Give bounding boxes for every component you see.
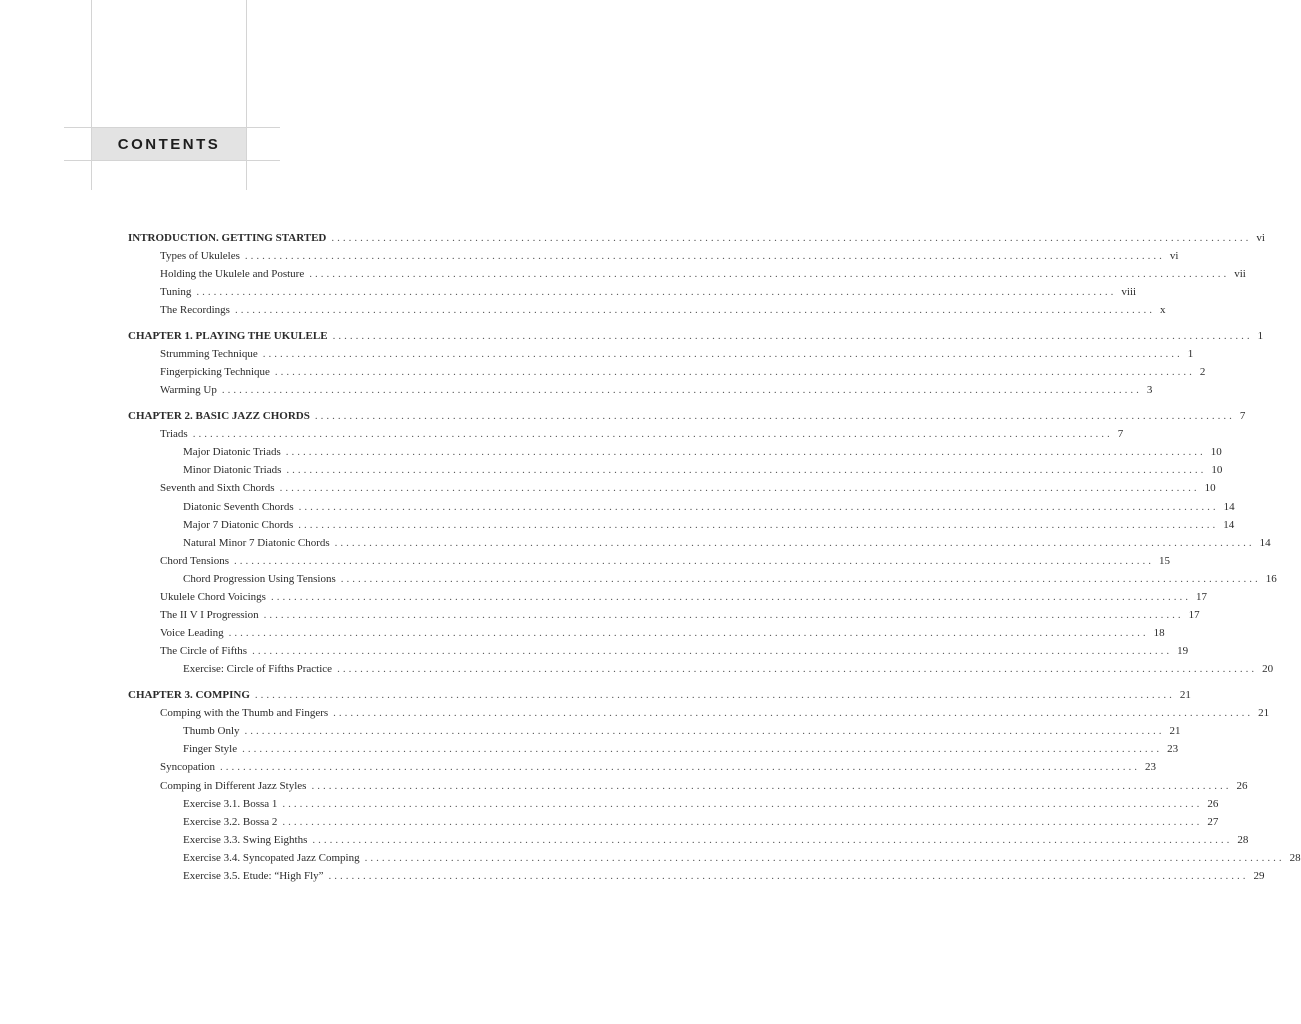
dot-leader: ................................................................................................................................................................ [282,797,1203,810]
toc-entry-title: Strumming Technique [160,348,258,361]
toc-page-number: 21 [1179,689,1191,702]
toc-entry-title: CHAPTER 1. PLAYING THE UKULELE [128,330,328,343]
toc-entry-title: Holding the Ukulele and Posture [160,268,305,281]
dot-leader: ................................................................................................................................................................ [234,304,1155,317]
toc-entry-title: Major 7 Diatonic Chords [183,518,294,531]
toc-page-number: 28 [1289,851,1301,864]
toc-page-number: 26 [1236,779,1248,792]
toc-entry-title: Comping in Different Jazz Styles [160,779,307,792]
toc-subsection-entry [128,498,1235,516]
toc-entry-title: Finger Style [183,743,238,756]
toc-page-number: 2 [1199,366,1206,379]
dot-leader: ................................................................................................................................................................ [311,779,1232,792]
toc-page-number: 3 [1146,384,1153,397]
dot-leader: ................................................................................................................................................................ [314,410,1235,423]
toc-subsection-entry [128,867,1265,885]
toc-entry-title: Fingerpicking Technique [160,366,270,379]
toc-page-number: 10 [1204,482,1216,495]
toc-section-entry [128,479,1216,497]
toc-page-number: 14 [1223,500,1235,513]
dot-leader: ................................................................................................................................................................ [244,250,1165,263]
toc-section-entry [128,247,1179,265]
dot-leader: ................................................................................................................................................................ [285,446,1206,459]
toc-subsection-entry [128,534,1271,552]
toc-entry-title: CHAPTER 3. COMPING [128,689,250,702]
toc-page-number: 29 [1253,869,1265,882]
dot-leader: ................................................................................................................................................................ [262,348,1183,361]
toc-page-number: 23 [1167,743,1179,756]
toc-entry-title: The II V I Progression [160,609,259,622]
toc-section-entry [128,606,1200,624]
dot-leader: ................................................................................................................................................................ [309,268,1230,281]
toc-page-number: viii [1121,286,1137,299]
toc-page-number: x [1159,304,1166,317]
dot-leader: ................................................................................................................................................................ [334,536,1255,549]
toc-page-number: 27 [1207,815,1219,828]
dot-leader: ................................................................................................................................................................ [286,464,1207,477]
toc-subsection-entry [128,516,1235,534]
dot-leader: ................................................................................................................................................................ [192,428,1113,441]
toc-section-entry [128,301,1166,319]
toc-page-number: 7 [1239,410,1246,423]
toc-page-number: 23 [1145,761,1156,774]
toc-page-number: 16 [1265,572,1277,585]
toc-section-entry [128,345,1194,363]
dot-leader: ................................................................................................................................................................ [221,384,1142,397]
toc-entry-title: Natural Minor 7 Diatonic Chords [183,536,330,549]
toc-subsection-entry [128,795,1219,813]
dot-leader: ................................................................................................................................................................ [331,232,1252,244]
toc-page-number: 10 [1210,446,1222,459]
toc-entry-title: Exercise 3.4. Syncopated Jazz Comping [183,851,360,864]
dot-leader: ................................................................................................................................................................ [312,833,1233,846]
toc-entry-title: Exercise: Circle of Fifths Practice [183,663,333,676]
dot-leader: ................................................................................................................................................................ [332,330,1253,343]
toc-page-number: 14 [1259,536,1271,549]
toc-page-number: 10 [1211,464,1223,477]
toc-section-entry [128,283,1137,301]
toc-entry-title: Exercise 3.2. Bossa 2 [183,815,278,828]
toc-section-entry [128,552,1171,570]
toc-entry-title: Chord Tensions [160,554,230,567]
toc-entry-title: Comping with the Thumb and Fingers [160,707,329,720]
toc-chapter-entry [128,229,1265,247]
toc-section-entry [128,265,1246,283]
contents-heading-box [92,128,246,160]
dot-leader: ................................................................................................................................................................ [340,572,1261,585]
dot-leader: ................................................................................................................................................................ [337,663,1258,676]
dot-leader: ................................................................................................................................................................ [270,590,1191,603]
toc-page-number: 18 [1153,627,1165,640]
toc-entry-title: Diatonic Seventh Chords [183,500,294,513]
toc-chapter-entry [128,686,1191,704]
toc-section-entry [128,425,1124,443]
toc-page-number: 15 [1159,554,1171,567]
dot-leader: ................................................................................................................................................................ [244,725,1165,738]
toc-entry-title: Exercise 3.1. Bossa 1 [183,797,278,810]
toc-section-entry [128,704,1270,722]
toc-entry-title: Triads [160,428,188,441]
dot-leader: ................................................................................................................................................................ [263,609,1184,622]
toc-section-entry [128,758,1156,776]
toc-subsection-entry [128,570,1277,588]
toc-entry-title: Seventh and Sixth Chords [160,482,275,495]
toc-entry-title: Voice Leading [160,627,224,640]
toc-chapter-entry [128,327,1264,345]
crop-guide-line [91,0,92,190]
toc-entry-title: Syncopation [160,761,215,774]
toc-page-number: 26 [1207,797,1219,810]
toc-entry-title: Thumb Only [183,725,240,738]
dot-leader: ................................................................................................................................................................ [220,761,1140,774]
toc-subsection-entry [128,849,1301,867]
toc-page-number: 7 [1117,428,1124,441]
dot-leader: ................................................................................................................................................................ [228,627,1149,640]
toc-entry-title: Tuning [160,286,192,299]
dot-leader: ................................................................................................................................................................ [282,815,1203,828]
toc-subsection-entry [128,813,1219,831]
toc-page-number: 14 [1223,518,1235,531]
dot-leader: ................................................................................................................................................................ [274,366,1195,379]
toc-entry-title: CHAPTER 2. BASIC JAZZ CHORDS [128,410,310,423]
toc-entry-title: The Circle of Fifths [160,645,248,658]
toc-entry-title: Exercise 3.3. Swing Eighths [183,833,308,846]
toc-subsection-entry [128,461,1223,479]
toc-page-number: 1 [1187,348,1194,361]
toc-page-number: 21 [1169,725,1181,738]
dot-leader: ................................................................................................................................................................ [196,286,1117,299]
dot-leader: ................................................................................................................................................................ [242,743,1163,756]
crop-guide-line [246,0,247,190]
dot-leader: ................................................................................................................................................................ [333,707,1254,720]
toc-entry-title: Ukulele Chord Voicings [160,590,266,603]
toc-page-number: 21 [1258,707,1270,720]
toc-entry-title: Minor Diatonic Triads [183,464,282,477]
dot-leader: ................................................................................................................................................................ [252,645,1173,658]
toc-subsection-entry [128,660,1274,678]
toc-entry-title: Warming Up [160,384,217,397]
dot-leader: ................................................................................................................................................................ [298,518,1219,531]
toc-subsection-entry [128,831,1249,849]
toc-page-number: 17 [1188,609,1200,622]
toc-page-number: 1 [1257,330,1264,343]
toc-chapter-entry [128,407,1246,425]
toc-page-number: 19 [1177,645,1189,658]
toc-section-entry [128,381,1153,399]
dot-leader: ................................................................................................................................................................ [298,500,1219,513]
toc-subsection-entry [128,740,1179,758]
toc-entry-title: Chord Progression Using Tensions [183,572,336,585]
toc-page-number: vii [1234,268,1246,281]
toc-entry-title: Types of Ukuleles [160,250,240,263]
toc-subsection-entry [128,722,1181,740]
toc-page-number: 20 [1262,663,1274,676]
toc-section-entry [128,624,1165,642]
page-title: CONTENTS [117,135,221,153]
toc-subsection-entry [128,443,1222,461]
dot-leader: ................................................................................................................................................................ [234,554,1155,567]
toc-page-number: vi [1256,232,1265,244]
toc-section-entry [128,363,1206,381]
toc-page-number: 17 [1195,590,1207,603]
dot-leader: ................................................................................................................................................................ [328,869,1249,882]
toc-entry-title: Exercise 3.5. Etude: “High Fly” [183,869,324,882]
dot-leader: ................................................................................................................................................................ [254,689,1175,702]
table-of-contents [128,229,1301,885]
toc-entry-title: The Recordings [160,304,230,317]
toc-page-number: 28 [1237,833,1249,846]
toc-section-entry [128,588,1207,606]
dot-leader: ................................................................................................................................................................ [279,482,1200,495]
toc-page-number: vi [1169,250,1179,263]
toc-section-entry [128,777,1248,795]
toc-entry-title: INTRODUCTION. GETTING STARTED [128,232,327,244]
toc-section-entry [128,642,1189,660]
toc-entry-title: Major Diatonic Triads [183,446,281,459]
crop-guide-line [64,160,280,161]
dot-leader: ................................................................................................................................................................ [364,851,1285,864]
